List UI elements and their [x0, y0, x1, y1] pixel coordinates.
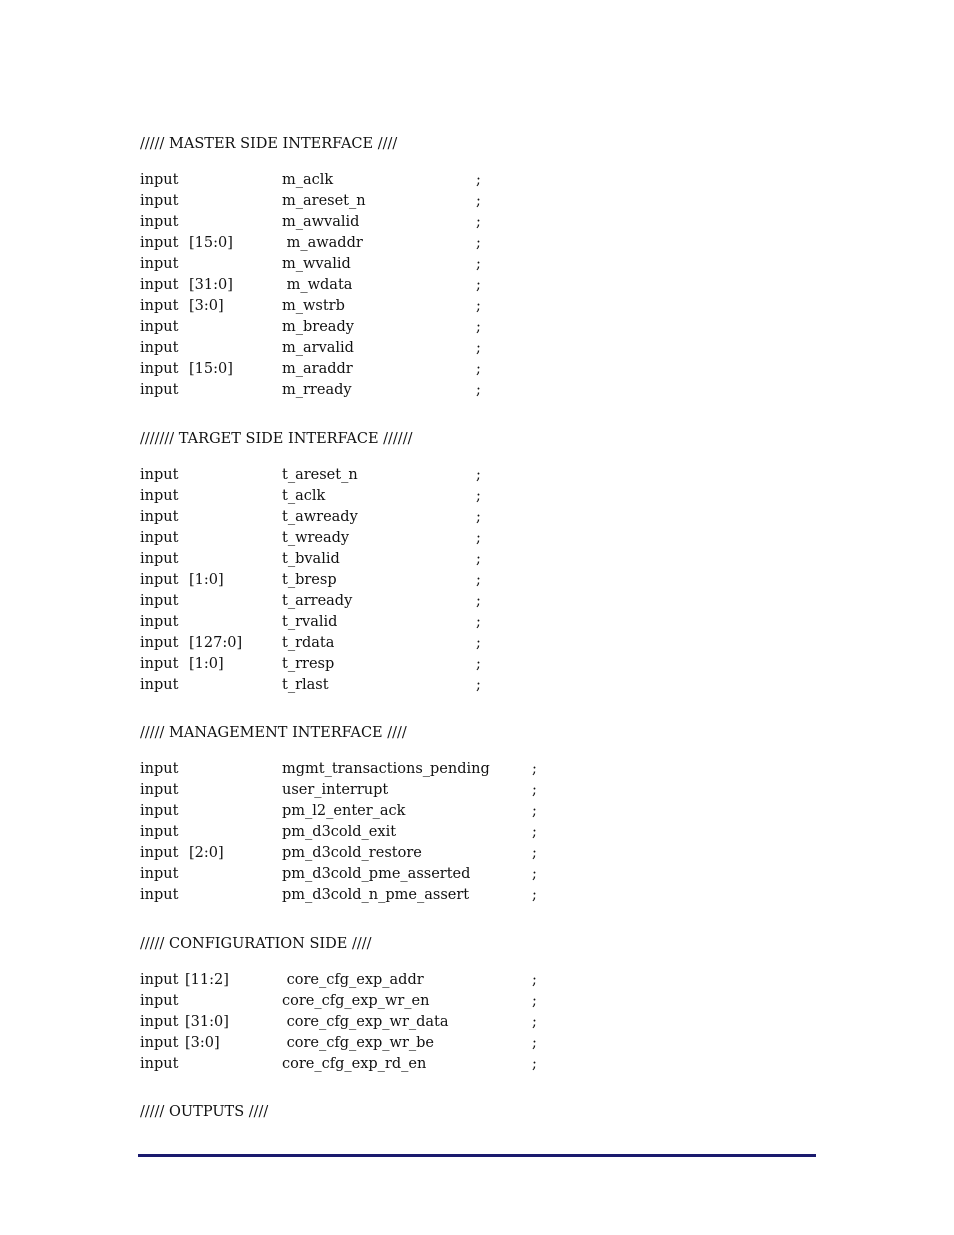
- signal-direction: input: [140, 593, 179, 609]
- signal-name: t_rlast: [282, 677, 329, 693]
- statement-terminator: ;: [532, 1014, 537, 1030]
- statement-terminator: ;: [476, 361, 481, 377]
- statement-terminator: ;: [476, 340, 481, 356]
- signal-direction: input: [140, 361, 179, 377]
- signal-name: core_cfg_exp_rd_en: [282, 1056, 427, 1072]
- signal-name: m_aclk: [282, 172, 334, 188]
- signal-name: t_bvalid: [282, 551, 340, 567]
- signal-direction: input: [140, 340, 179, 356]
- signal-direction: input: [140, 551, 179, 567]
- signal-row: [0, 654, 954, 675]
- signal-name: m_areset_n: [282, 193, 366, 209]
- signal-direction: input: [140, 382, 179, 398]
- signal-row: [0, 380, 954, 401]
- signal-direction: input: [140, 572, 179, 588]
- signal-row: [0, 970, 954, 991]
- signal-row: [0, 233, 954, 254]
- signal-row: [0, 359, 954, 380]
- signal-direction: input: [140, 467, 179, 483]
- statement-terminator: ;: [476, 256, 481, 272]
- signal-row: [0, 991, 954, 1012]
- signal-row: [0, 1033, 954, 1054]
- statement-terminator: ;: [532, 782, 537, 798]
- statement-terminator: ;: [476, 593, 481, 609]
- section-title: ///// MANAGEMENT INTERFACE ////: [140, 725, 407, 741]
- statement-terminator: ;: [476, 193, 481, 209]
- section-title: ///// OUTPUTS ////: [140, 1104, 269, 1120]
- signal-row: [0, 338, 954, 359]
- statement-terminator: ;: [476, 467, 481, 483]
- signal-width: [1:0]: [189, 572, 224, 588]
- signal-name: user_interrupt: [282, 782, 389, 798]
- signal-name: t_areset_n: [282, 467, 358, 483]
- statement-terminator: ;: [532, 824, 537, 840]
- signal-name: m_wstrb: [282, 298, 345, 314]
- signal-name: mgmt_transactions_pending: [282, 761, 490, 777]
- statement-terminator: ;: [532, 803, 537, 819]
- signal-name: pm_d3cold_restore: [282, 845, 422, 861]
- signal-name: m_rready: [282, 382, 352, 398]
- statement-terminator: ;: [476, 235, 481, 251]
- section-title: ///// MASTER SIDE INTERFACE ////: [140, 136, 398, 152]
- signal-row: [0, 570, 954, 591]
- statement-terminator: ;: [476, 614, 481, 630]
- signal-width: [11:2]: [185, 972, 229, 988]
- signal-row: [0, 885, 954, 906]
- statement-terminator: ;: [532, 761, 537, 777]
- signal-row: [0, 612, 954, 633]
- statement-terminator: ;: [532, 887, 537, 903]
- signal-width: [127:0]: [189, 635, 243, 651]
- signal-width: [3:0]: [189, 298, 224, 314]
- signal-name: t_rdata: [282, 635, 335, 651]
- statement-terminator: ;: [476, 551, 481, 567]
- signal-row: [0, 822, 954, 843]
- section-title: /////// TARGET SIDE INTERFACE //////: [140, 431, 413, 447]
- signal-row: [0, 486, 954, 507]
- signal-row: [0, 191, 954, 212]
- signal-direction: input: [140, 824, 179, 840]
- signal-name: t_rresp: [282, 656, 335, 672]
- signal-row: [0, 780, 954, 801]
- signal-row: [0, 317, 954, 338]
- signal-direction: input: [140, 635, 179, 651]
- signal-row: [0, 843, 954, 864]
- signal-direction: input: [140, 866, 179, 882]
- statement-terminator: ;: [476, 635, 481, 651]
- signal-name: m_wdata: [282, 277, 353, 293]
- signal-direction: input: [140, 193, 179, 209]
- signal-direction: input: [140, 782, 179, 798]
- signal-width: [31:0]: [185, 1014, 229, 1030]
- signal-row: [0, 296, 954, 317]
- signal-name: core_cfg_exp_wr_data: [282, 1014, 449, 1030]
- signal-direction: input: [140, 677, 179, 693]
- signal-name: t_awready: [282, 509, 358, 525]
- statement-terminator: ;: [476, 214, 481, 230]
- statement-terminator: ;: [476, 172, 481, 188]
- signal-direction: input: [140, 256, 179, 272]
- statement-terminator: ;: [476, 382, 481, 398]
- signal-name: pm_d3cold_exit: [282, 824, 397, 840]
- signal-direction: input: [140, 214, 179, 230]
- signal-name: t_wready: [282, 530, 350, 546]
- signal-width: [1:0]: [189, 656, 224, 672]
- signal-row: [0, 212, 954, 233]
- signal-direction: input: [140, 993, 179, 1009]
- signal-direction: input: [140, 1056, 179, 1072]
- signal-width: [15:0]: [189, 235, 233, 251]
- signal-direction: input: [140, 972, 179, 988]
- signal-name: core_cfg_exp_addr: [282, 972, 424, 988]
- signal-direction: input: [140, 614, 179, 630]
- signal-name: pm_l2_enter_ack: [282, 803, 406, 819]
- signal-name: core_cfg_exp_wr_en: [282, 993, 430, 1009]
- signal-row: [0, 465, 954, 486]
- signal-row: [0, 633, 954, 654]
- signal-name: pm_d3cold_pme_asserted: [282, 866, 471, 882]
- signal-name: m_arvalid: [282, 340, 354, 356]
- signal-name: m_araddr: [282, 361, 353, 377]
- statement-terminator: ;: [532, 993, 537, 1009]
- statement-terminator: ;: [532, 1056, 537, 1072]
- signal-row: [0, 507, 954, 528]
- signal-direction: input: [140, 319, 179, 335]
- footer-rule: [138, 1154, 816, 1157]
- signal-row: [0, 549, 954, 570]
- statement-terminator: ;: [532, 866, 537, 882]
- signal-row: [0, 801, 954, 822]
- signal-direction: input: [140, 887, 179, 903]
- section-title: ///// CONFIGURATION SIDE ////: [140, 936, 372, 952]
- statement-terminator: ;: [476, 277, 481, 293]
- signal-name: t_rvalid: [282, 614, 338, 630]
- statement-terminator: ;: [476, 677, 481, 693]
- signal-direction: input: [140, 172, 179, 188]
- signal-row: [0, 170, 954, 191]
- statement-terminator: ;: [476, 319, 481, 335]
- signal-direction: input: [140, 277, 179, 293]
- signal-row: [0, 254, 954, 275]
- signal-direction: input: [140, 761, 179, 777]
- signal-row: [0, 675, 954, 696]
- signal-name: core_cfg_exp_wr_be: [282, 1035, 434, 1051]
- signal-name: m_bready: [282, 319, 354, 335]
- signal-row: [0, 275, 954, 296]
- signal-row: [0, 1054, 954, 1075]
- signal-name: m_awaddr: [282, 235, 363, 251]
- signal-direction: input: [140, 488, 179, 504]
- signal-row: [0, 759, 954, 780]
- signal-direction: input: [140, 509, 179, 525]
- statement-terminator: ;: [532, 845, 537, 861]
- signal-name: t_aclk: [282, 488, 326, 504]
- signal-width: [15:0]: [189, 361, 233, 377]
- signal-direction: input: [140, 803, 179, 819]
- signal-width: [31:0]: [189, 277, 233, 293]
- signal-name: m_wvalid: [282, 256, 351, 272]
- signal-row: [0, 528, 954, 549]
- signal-name: pm_d3cold_n_pme_assert: [282, 887, 470, 903]
- signal-name: t_bresp: [282, 572, 337, 588]
- signal-direction: input: [140, 845, 179, 861]
- statement-terminator: ;: [532, 972, 537, 988]
- signal-direction: input: [140, 656, 179, 672]
- signal-row: [0, 591, 954, 612]
- signal-width: [2:0]: [189, 845, 224, 861]
- signal-direction: input: [140, 1035, 179, 1051]
- signal-row: [0, 1012, 954, 1033]
- signal-name: t_arready: [282, 593, 353, 609]
- statement-terminator: ;: [476, 509, 481, 525]
- signal-width: [3:0]: [185, 1035, 220, 1051]
- statement-terminator: ;: [476, 298, 481, 314]
- statement-terminator: ;: [476, 488, 481, 504]
- signal-name: m_awvalid: [282, 214, 360, 230]
- signal-direction: input: [140, 298, 179, 314]
- signal-row: [0, 864, 954, 885]
- statement-terminator: ;: [476, 656, 481, 672]
- statement-terminator: ;: [476, 530, 481, 546]
- statement-terminator: ;: [476, 572, 481, 588]
- signal-direction: input: [140, 530, 179, 546]
- signal-direction: input: [140, 1014, 179, 1030]
- statement-terminator: ;: [532, 1035, 537, 1051]
- signal-direction: input: [140, 235, 179, 251]
